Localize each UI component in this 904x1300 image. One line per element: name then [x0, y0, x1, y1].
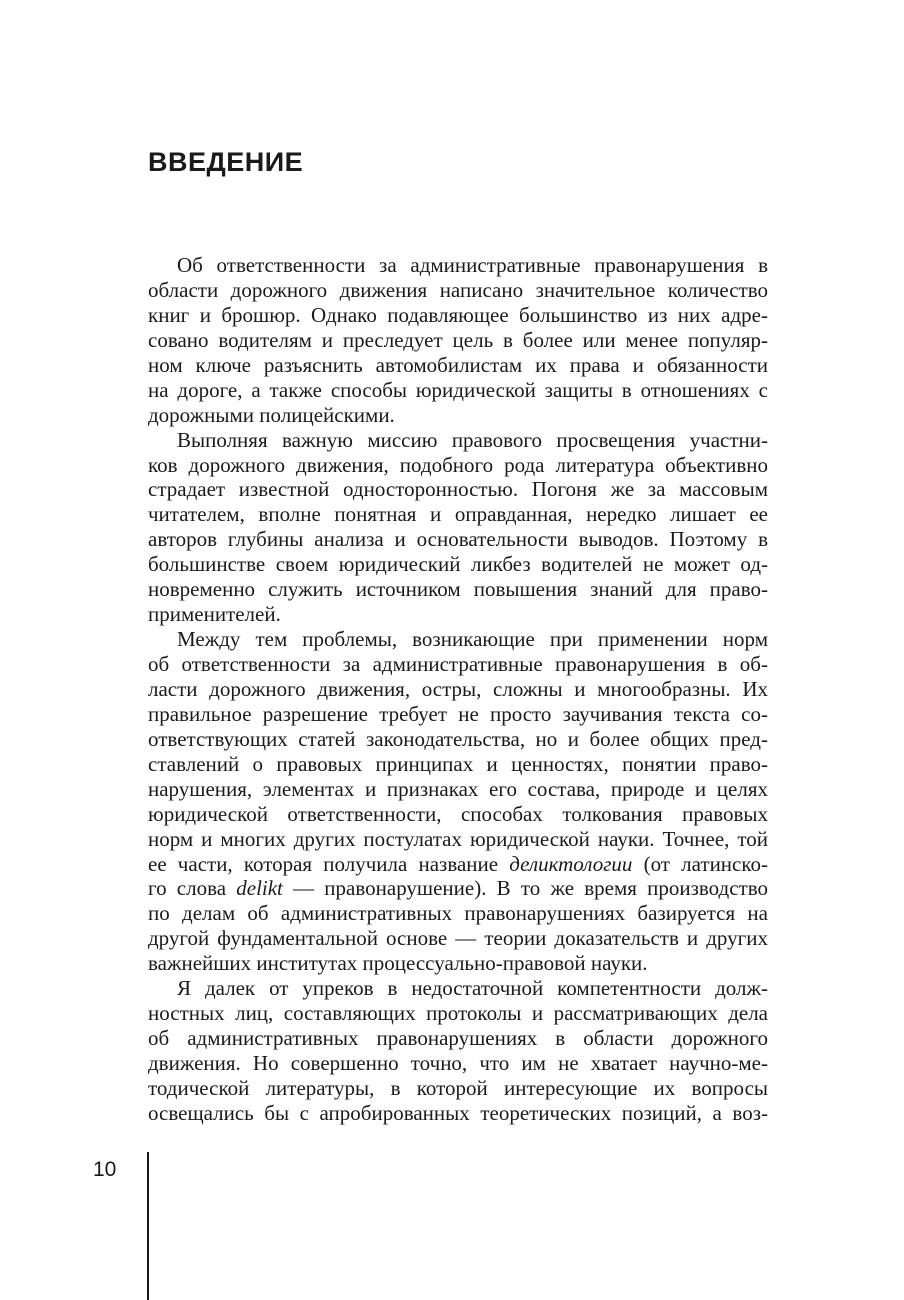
text-line — [148, 852, 768, 877]
text-line: ответствующих статей законодательства, но и более общих пред- — [148, 726, 768, 751]
text-line: правильное разрешение требует не просто заучивания текста со- — [148, 701, 768, 726]
text-line: авторов глубины анализа и основательности выводов. Поэтому в — [148, 527, 768, 552]
text-run: — правонарушение). В то же время производство — [282, 876, 768, 901]
text-line: ном ключе разъяснить автомобилистам их права и обязанности — [148, 352, 768, 377]
text-line: ностных лиц, составляющих протоколы и рассматривающих дела — [148, 1001, 768, 1026]
paragraph-1 — [148, 253, 768, 428]
text-line: тодической литературы, в которой интересующие их вопросы — [148, 1075, 768, 1100]
text-line: книг и брошюр. Однако подавляющее большинство из них адре- — [148, 302, 768, 327]
paragraph-3 — [148, 627, 768, 976]
text-line: совано водителям и преследует цель в более или менее популяр- — [148, 327, 768, 352]
text-line: ласти дорожного движения, остры, сложны и многообразны. Их — [148, 676, 768, 701]
text-run: (от латинско- — [632, 851, 768, 876]
paragraph-4 — [148, 976, 768, 1126]
italic-term: delikt — [236, 876, 283, 901]
text-line: освещались бы с апробированных теоретических позиций, а воз- — [148, 1100, 768, 1125]
text-line: движения. Но совершенно точно, что им не хватает научно-ме- — [148, 1051, 768, 1075]
text-line: области дорожного движения написано значительное количество — [148, 277, 768, 302]
text-line: Выполняя важную миссию правового просвещения участни- — [177, 427, 768, 452]
text-line — [148, 876, 768, 901]
text-line: читателем, вполне понятная и оправданная, нередко лишает ее — [148, 502, 768, 527]
text-line: страдает известной односторонностью. Погоня же за массовым — [148, 477, 768, 502]
text-line: Об ответственности за административные правонарушения в — [177, 253, 768, 277]
text-line: большинстве своем юридический ликбез водителей не может од- — [148, 552, 768, 577]
text-run: го слова — [148, 876, 237, 901]
chapter-heading: ВВЕДЕНИЕ — [148, 147, 304, 177]
text-line: Между тем проблемы, возникающие при применении норм — [177, 627, 768, 652]
italic-term: деликтологии — [509, 851, 633, 876]
text-line: об ответственности за административные правонарушения в об- — [148, 652, 768, 676]
text-line: другой фундаментальной основе — теории доказательств и других — [148, 926, 768, 951]
margin-rule — [147, 1152, 149, 1300]
text-line: по делам об административных правонарушениях базируется на — [148, 901, 768, 926]
text-line: новременно служить источником повышения знаний для право- — [148, 577, 768, 602]
text-line: важнейших институтах процессуально-правовой науки. — [148, 951, 648, 976]
text-line: норм и многих других постулатах юридической науки. Точнее, той — [148, 826, 768, 851]
text-run: ее части, которая получила название — [148, 851, 510, 876]
text-line: ков дорожного движения, подобного рода литература объективно — [148, 452, 768, 477]
text-line: Я далек от упреков в недостаточной компетентности долж- — [177, 976, 768, 1001]
text-line: дорожными полицейскими. — [148, 402, 395, 427]
page-number: 10 — [93, 1158, 117, 1181]
text-line: об административных правонарушениях в области дорожного — [148, 1026, 768, 1051]
text-line: нарушения, элементах и признаках его состава, природе и целях — [148, 776, 768, 801]
text-line: на дороге, а также способы юридической защиты в отношениях с — [148, 377, 768, 402]
body-text — [148, 253, 768, 1126]
text-line: ставлений о правовых принципах и ценностях, понятии право- — [148, 751, 768, 776]
text-line: юридической ответственности, способах толкования правовых — [148, 801, 768, 826]
paragraph-2 — [148, 428, 768, 628]
text-line: применителей. — [148, 602, 281, 627]
